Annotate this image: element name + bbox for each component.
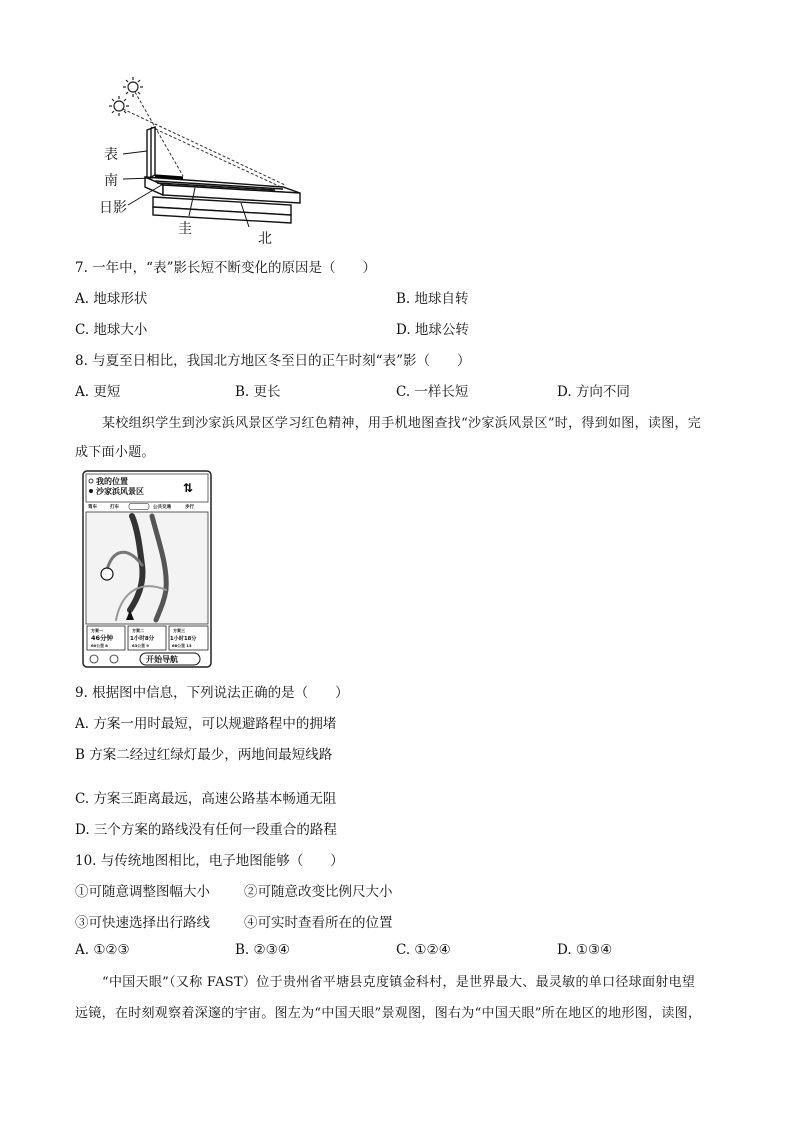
q9-option-a: A. 方案一用时最短，可以规避路程中的拥堵 [75, 716, 337, 732]
q10-item-3: ③可快速选择出行路线 [75, 915, 210, 931]
intro-fast-line1: “中国天眼”（又称 FAST）位于贵州省平塘县克度镇金科村，是世界最大、最灵敏的单口径球面射电望 [102, 975, 696, 990]
my-location-text: 我的位置 [96, 477, 128, 486]
q8-option-a: A. 更短 [75, 384, 121, 400]
gui-base [145, 177, 300, 223]
q7-option-d: D. 地球公转 [396, 322, 469, 338]
plan-3-name: 方案三 [173, 628, 185, 633]
q10-item-4: ④可实时查看所在的位置 [244, 915, 393, 931]
gnomon-figure [95, 75, 305, 247]
tab-transit[interactable]: 公共交通 [153, 505, 171, 510]
q10-option-b: B. ②③④ [235, 942, 290, 958]
q10-option-a: A. ①②③ [75, 942, 130, 958]
q10-item-2: ②可随意改变比例尺大小 [244, 884, 393, 900]
phone-map-figure [82, 470, 212, 668]
gnomon-post [147, 127, 155, 179]
plan-2-name: 方案二 [132, 628, 144, 633]
q8-option-d: D. 方向不同 [557, 384, 630, 400]
q7-option-c: C. 地球大小 [75, 322, 148, 338]
start-navigation-label: 开始导航 [146, 655, 178, 664]
destination-dot-icon [89, 489, 93, 493]
plan-3-time: 1小时18分 [170, 636, 197, 642]
q10-option-d: D. ①③④ [557, 942, 613, 958]
q9-option-b: B 方案二经过红绿灯最少，两地间最短线路 [75, 747, 333, 763]
q7-option-b: B. 地球自转 [396, 291, 469, 307]
intro-fast-line2: 远镜，在时刻观察着深邃的宇宙。图左为“中国天眼”景观图，图右为“中国天眼”所在地区的地形图，读图， [75, 1006, 702, 1021]
q10-stem: 10. 与传统地图相比，电子地图能够（ ） [75, 853, 344, 869]
origin-dot-icon [89, 479, 93, 483]
q7-option-a: A. 地球形状 [75, 291, 148, 307]
label-riying: 日影 [99, 200, 127, 216]
shadow-mark [155, 176, 183, 178]
tab-walk[interactable]: 步行 [185, 505, 194, 510]
plan-2-detail: 63公里 9 [132, 643, 149, 648]
label-bei: 北 [258, 231, 272, 247]
plan-1-time: 46分钟 [91, 634, 114, 642]
tab-taxi[interactable]: 打车 [110, 505, 119, 510]
route-plans [87, 626, 208, 650]
plan-1-detail: 60公里 8 [91, 643, 108, 648]
location-marker-icon [101, 568, 113, 580]
q9-option-d: D. 三个方案的路线没有任何一段重合的路程 [75, 822, 337, 838]
intro-sjb-line2: 成下面小题。 [75, 445, 155, 460]
sun-icon [109, 96, 129, 116]
q8-option-b: B. 更长 [235, 384, 281, 400]
q8-stem: 8. 与夏至日相比，我国北方地区冬至日的正午时刻“表”影（ ） [75, 353, 471, 369]
label-nan: 南 [104, 173, 118, 189]
sun-icon [123, 77, 143, 97]
swap-icon[interactable]: ⇅ [183, 481, 194, 495]
destination-text: 沙家浜风景区 [96, 487, 144, 496]
q9-stem: 9. 根据图中信息，下列说法正确的是（ ） [75, 685, 349, 701]
plan-1-name: 方案一 [91, 628, 103, 633]
q8-option-c: C. 一样长短 [396, 384, 469, 400]
q10-item-1: ①可随意调整图幅大小 [75, 884, 210, 900]
plan-3-detail: 68公里 13 [172, 643, 192, 648]
q9-option-c: C. 方案三距离最远，高速公路基本畅通无阻 [75, 791, 337, 807]
label-gui: 圭 [178, 221, 192, 237]
tab-drive[interactable]: 驾车 [88, 505, 97, 510]
label-biao: 表 [104, 147, 118, 163]
plan-2-time: 1小时8分 [130, 636, 155, 642]
q10-option-c: C. ①②④ [396, 942, 451, 958]
intro-sjb-line1: 某校组织学生到沙家浜风景区学习红色精神，用手机地图查找“沙家浜风景区”时，得到如图，读图，完 [102, 416, 702, 431]
q7-stem: 7. 一年中，“表”影长短不断变化的原因是（ ） [75, 260, 376, 276]
